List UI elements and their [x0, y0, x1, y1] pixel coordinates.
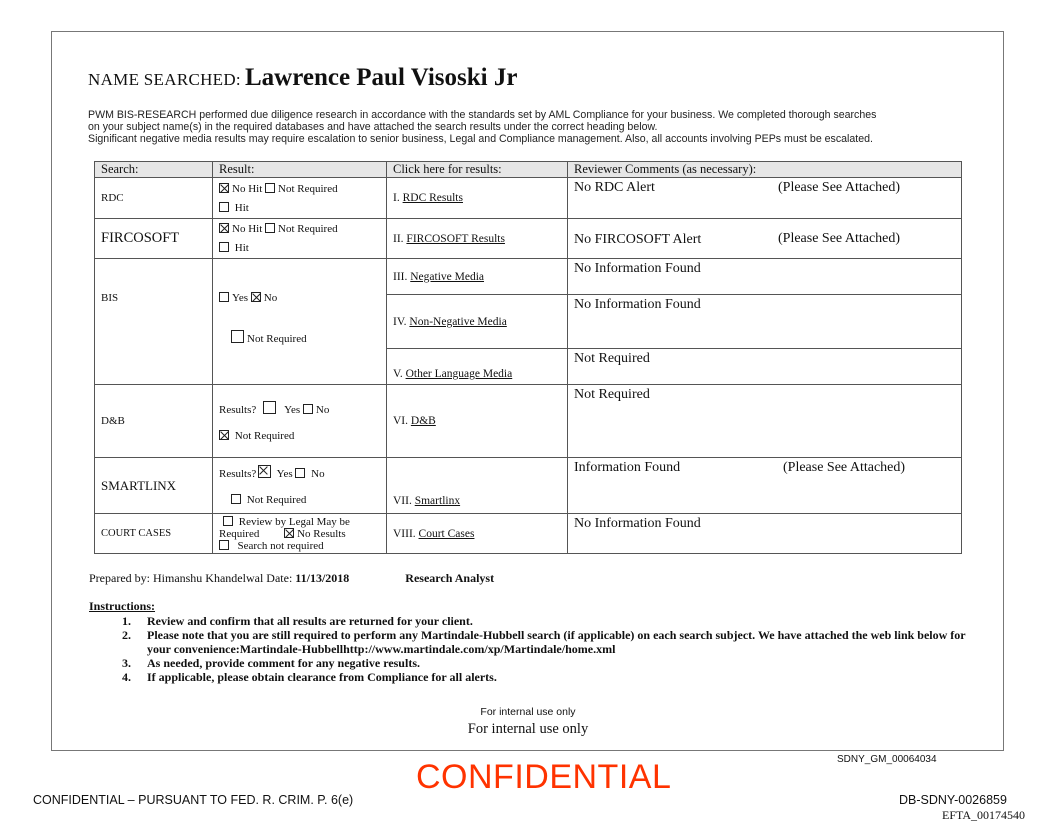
- prepared-date: 11/13/2018: [295, 571, 350, 585]
- header-click: Click here for results:: [387, 162, 568, 178]
- checkbox-checked-icon[interactable]: [251, 292, 261, 302]
- instruction-number: 2.: [122, 628, 131, 642]
- review-label: Review by Legal May be: [238, 515, 350, 528]
- result-fircosoft: [213, 219, 387, 259]
- instruction-item: [122, 656, 982, 670]
- internal-use-large: For internal use only: [467, 721, 589, 737]
- checkbox-icon[interactable]: [265, 223, 275, 233]
- instruction-number: 4.: [122, 670, 131, 684]
- click-court-cases: [387, 514, 568, 554]
- result-rdc: [213, 178, 387, 219]
- checkbox-checked-icon[interactable]: [219, 183, 229, 193]
- checkbox-icon[interactable]: [295, 468, 305, 478]
- prepared-role: Research Analyst: [405, 571, 495, 585]
- checkbox-checked-icon[interactable]: [219, 223, 229, 233]
- comment-text: No RDC Alert: [574, 180, 655, 195]
- no-hit-label: No Hit: [232, 182, 263, 195]
- table-row-rdc: [95, 178, 962, 219]
- search-db: D&B: [95, 385, 213, 458]
- bates-number-top: SDNY_GM_00064034: [837, 754, 937, 765]
- checkbox-icon[interactable]: [219, 540, 229, 550]
- footer-efta-number: EFTA_00174540: [942, 808, 1026, 822]
- instruction-text: As needed, provide comment for any negative results.: [147, 656, 420, 670]
- intro-line: Significant negative media results may require escalation to senior business, Legal and Compliance management. Also, all accounts involving PEPs must be escalated.: [88, 133, 873, 145]
- roman-numeral: V.: [393, 368, 403, 380]
- checkbox-icon[interactable]: [265, 183, 275, 193]
- fircosoft-results-link[interactable]: FIRCOSOFT Results: [406, 232, 505, 245]
- instruction-text: Review and confirm that all results are returned for your client.: [147, 614, 473, 628]
- search-not-required-label: Search not required: [237, 539, 324, 552]
- footer-bates-number: DB-SDNY-0026859: [899, 793, 1007, 807]
- checkbox-checked-icon[interactable]: [258, 465, 271, 478]
- non-negative-media-link[interactable]: Non-Negative Media: [409, 315, 507, 328]
- intro-line: on your subject name(s) in the required databases and have attached the search results under the correct heading below.: [88, 121, 658, 133]
- search-fircosoft: FIRCOSOFT: [95, 219, 213, 259]
- instructions-list: [122, 614, 982, 684]
- name-searched-value: Lawrence Paul Visoski Jr: [244, 64, 518, 91]
- result-bis: [213, 259, 387, 385]
- not-required-label: Not Required: [246, 494, 307, 506]
- see-attached-text: (Please See Attached): [778, 180, 901, 195]
- court-cases-link[interactable]: Court Cases: [418, 527, 475, 540]
- yes-label: Yes: [276, 468, 293, 480]
- checkbox-icon[interactable]: [219, 202, 229, 212]
- checkbox-icon[interactable]: [263, 401, 276, 414]
- instruction-number: 3.: [122, 656, 131, 670]
- instruction-item: [122, 628, 982, 656]
- header-result: Result:: [213, 162, 387, 178]
- instruction-number: 1.: [122, 614, 131, 628]
- other-language-media-link[interactable]: Other Language Media: [405, 368, 513, 380]
- yes-label: Yes: [284, 403, 301, 416]
- checkbox-checked-icon[interactable]: [219, 430, 229, 440]
- see-attached-text: (Please See Attached): [783, 460, 906, 475]
- roman-numeral: II.: [393, 232, 404, 245]
- click-rdc: [387, 178, 568, 219]
- no-results-label: No Results: [297, 527, 346, 540]
- comment-smartlinx: [568, 458, 962, 514]
- footer-confidential-stamp: CONFIDENTIAL: [416, 758, 672, 796]
- comment-other-language-media: Not Required: [568, 349, 962, 385]
- no-label: No: [315, 403, 330, 416]
- see-attached-text: (Please See Attached): [778, 231, 901, 246]
- instruction-item: [122, 614, 982, 628]
- checkbox-icon[interactable]: [219, 242, 229, 252]
- comment-non-negative-media: No Information Found: [568, 295, 962, 349]
- smartlinx-link[interactable]: Smartlinx: [414, 495, 461, 507]
- comment-text: Information Found: [574, 460, 681, 475]
- not-required-label: Not Required: [247, 333, 307, 345]
- roman-numeral: VII.: [393, 495, 412, 507]
- comment-rdc: [568, 178, 962, 219]
- checkbox-icon[interactable]: [303, 404, 313, 414]
- table-header-row: [95, 162, 962, 178]
- click-fircosoft: [387, 219, 568, 259]
- no-label: No: [263, 292, 278, 304]
- name-searched-heading: [88, 64, 517, 92]
- intro-line: PWM BIS-RESEARCH performed due diligence research in accordance with the standards set by AML Compliance for your business. We completed thorough searches: [88, 109, 877, 121]
- search-rdc: RDC: [95, 178, 213, 219]
- required-label: Required: [219, 527, 260, 540]
- instructions-heading: Instructions:: [89, 599, 156, 613]
- instruction-text: Please note that you are still required to perform any Martindale-Hubbell search (if applicable) on each search subject. We have attached the web link below for your convenience:Martindale-Hubbellhttp://www.martindale.com/xp/Martindale/home.xml: [147, 628, 966, 656]
- instruction-item: [122, 670, 982, 684]
- click-non-negative-media: [387, 295, 568, 349]
- checkbox-checked-icon[interactable]: [284, 528, 294, 538]
- results-question: Results?: [219, 403, 257, 416]
- no-label: No: [311, 468, 325, 480]
- comment-text: No FIRCOSOFT Alert: [574, 231, 702, 247]
- comment-db: Not Required: [568, 385, 962, 458]
- checkbox-icon[interactable]: [223, 516, 233, 526]
- result-court-cases: [213, 514, 387, 554]
- name-searched-label: NAME SEARCHED:: [88, 70, 241, 89]
- result-db: [213, 385, 387, 458]
- db-link[interactable]: D&B: [410, 415, 436, 427]
- search-bis: BIS: [95, 259, 213, 385]
- click-db: [387, 385, 568, 458]
- header-comments: Reviewer Comments (as necessary):: [568, 162, 962, 178]
- search-smartlinx: SMARTLINX: [95, 458, 213, 514]
- roman-numeral: I.: [393, 192, 400, 204]
- click-smartlinx: [387, 458, 568, 514]
- not-required-label: Not Required: [278, 223, 338, 235]
- checkbox-icon[interactable]: [231, 494, 241, 504]
- instruction-text: If applicable, please obtain clearance from Compliance for all alerts.: [147, 670, 497, 684]
- table-row-court-cases: [95, 514, 962, 554]
- prepared-by-label: Prepared by: Himanshu Khandelwal Date:: [89, 571, 296, 585]
- no-hit-label: No Hit: [232, 223, 263, 235]
- intro-paragraph: [88, 109, 968, 145]
- yes-label: Yes: [232, 292, 249, 304]
- checkbox-icon[interactable]: [219, 292, 229, 302]
- negative-media-link[interactable]: Negative Media: [410, 270, 485, 283]
- comment-court-cases: No Information Found: [568, 514, 962, 554]
- roman-numeral: VI.: [393, 415, 409, 427]
- checkbox-icon[interactable]: [231, 330, 244, 343]
- hit-label: Hit: [234, 242, 249, 254]
- search-court-cases: COURT CASES: [95, 514, 213, 554]
- not-required-label: Not Required: [234, 429, 295, 442]
- click-other-language-media: [387, 349, 568, 385]
- table-row-smartlinx: [95, 458, 962, 514]
- prepared-by-line: [89, 571, 494, 586]
- not-required-label: Not Required: [278, 182, 338, 195]
- comment-fircosoft: [568, 219, 962, 259]
- footer-confidential-notice: CONFIDENTIAL – PURSUANT TO FED. R. CRIM. P. 6(e): [33, 793, 354, 807]
- header-search: Search:: [95, 162, 213, 178]
- results-question: Results?: [219, 468, 257, 480]
- table-row-bis-negative: [95, 259, 962, 295]
- comment-negative-media: No Information Found: [568, 259, 962, 295]
- roman-numeral: VIII.: [393, 527, 416, 540]
- rdc-results-link[interactable]: RDC Results: [402, 192, 463, 204]
- result-smartlinx: [213, 458, 387, 514]
- results-table: [94, 161, 962, 554]
- click-negative-media: [387, 259, 568, 295]
- internal-use-small: For internal use only: [480, 706, 576, 718]
- hit-label: Hit: [234, 201, 249, 214]
- roman-numeral: III.: [393, 270, 408, 283]
- roman-numeral: IV.: [393, 315, 407, 328]
- table-row-fircosoft: [95, 219, 962, 259]
- table-row-db: [95, 385, 962, 458]
